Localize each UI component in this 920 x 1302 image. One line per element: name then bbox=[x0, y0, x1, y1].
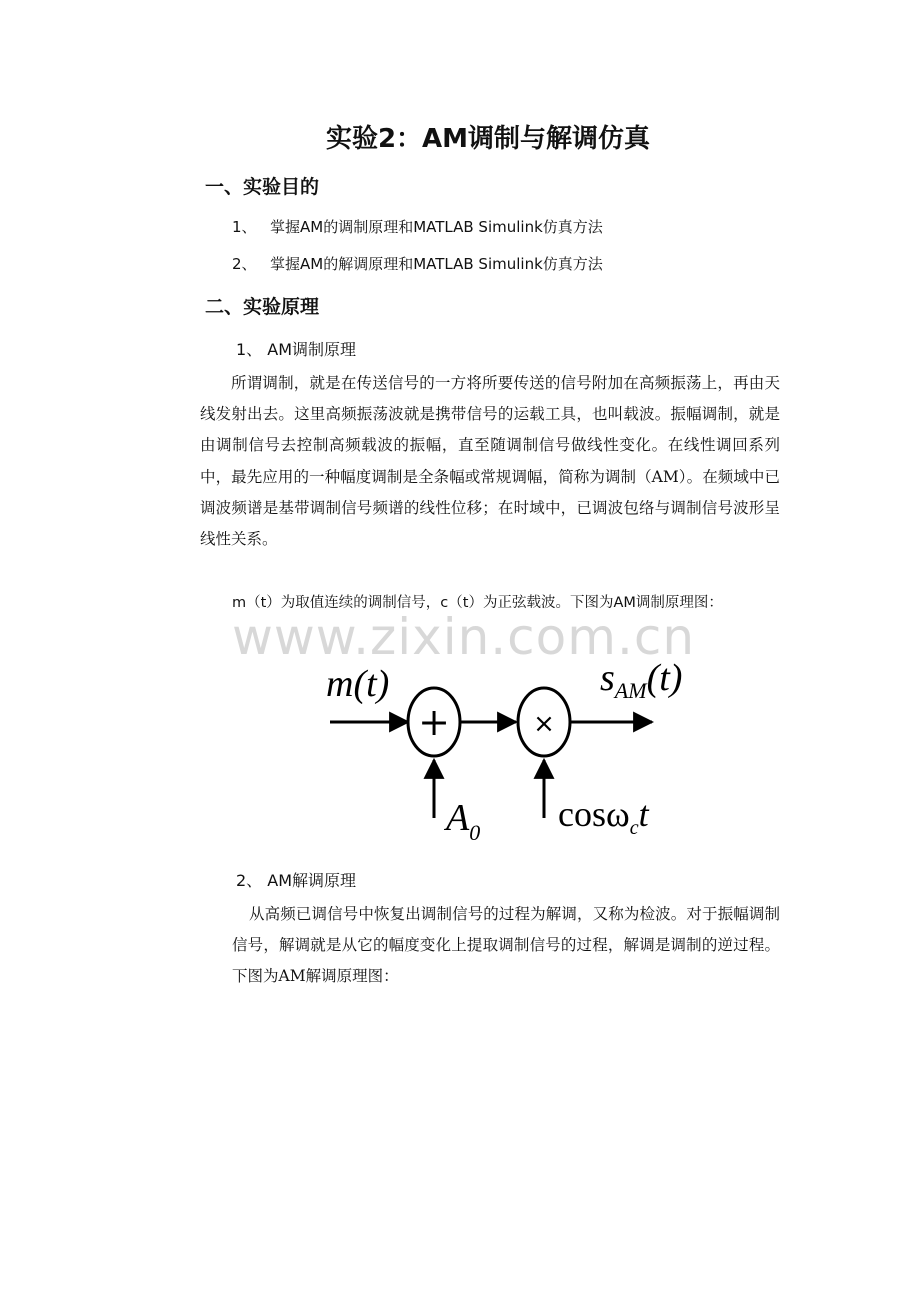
subsection-label-modulation: 1、 AM调制原理 bbox=[236, 340, 357, 359]
offset-label: $A_0$ bbox=[446, 797, 481, 845]
list-item-number: 2、 bbox=[232, 255, 257, 273]
multiplier-symbol: × bbox=[533, 709, 555, 739]
section-heading-objectives: 一、实验目的 bbox=[205, 176, 320, 198]
carrier-label: cosω$_c$t bbox=[558, 794, 649, 839]
list-item-text: 掌握AM的调制原理和MATLAB Simulink仿真方法 bbox=[270, 218, 603, 236]
modulation-paragraph: 所谓调制，就是在传送信号的一方将所要传送的信号附加在高频振荡上，再由天线发射出去。这里高频振荡波就是携带信号的运载工具，也叫载波。振幅调制，就是由调制信号去控制高频载波的振幅，直至随调制信号做线性变化。在线性调回系列中，最先应用的一种幅度调制是全条幅或常规调幅，简称为调制（AM）。在频域中已调波频谱是基带调制信号频谱的线性位移；在时域中，已调波包络与调制信号波形呈线性关系。 bbox=[200, 374, 780, 549]
watermark: www.zixin.com.cn bbox=[232, 608, 696, 666]
input-label: m(t) bbox=[326, 663, 390, 705]
diagram-caption: m（t）为取值连续的调制信号，c（t）为正弦载波。下图为AM调制原理图： bbox=[232, 595, 723, 611]
page-title: 实验2：AM调制与解调仿真 bbox=[325, 124, 651, 154]
adder-symbol: + bbox=[418, 700, 450, 744]
list-item-text: 掌握AM的解调原理和MATLAB Simulink仿真方法 bbox=[270, 255, 603, 273]
output-label: $s_{AM}(t)$ bbox=[600, 657, 683, 703]
list-item-number: 1、 bbox=[232, 218, 257, 236]
demodulation-paragraph: 从高频已调信号中恢复出调制信号的过程为解调，又称为检波。对于振幅调制信号，解调就是从它的幅度变化上提取调制信号的过程，解调是调制的逆过程。下图为AM解调原理图： bbox=[232, 905, 780, 986]
section-heading-principles: 二、实验原理 bbox=[205, 296, 320, 318]
subsection-label-demodulation: 2、 AM解调原理 bbox=[236, 871, 357, 890]
am-modulation-diagram bbox=[300, 640, 720, 860]
